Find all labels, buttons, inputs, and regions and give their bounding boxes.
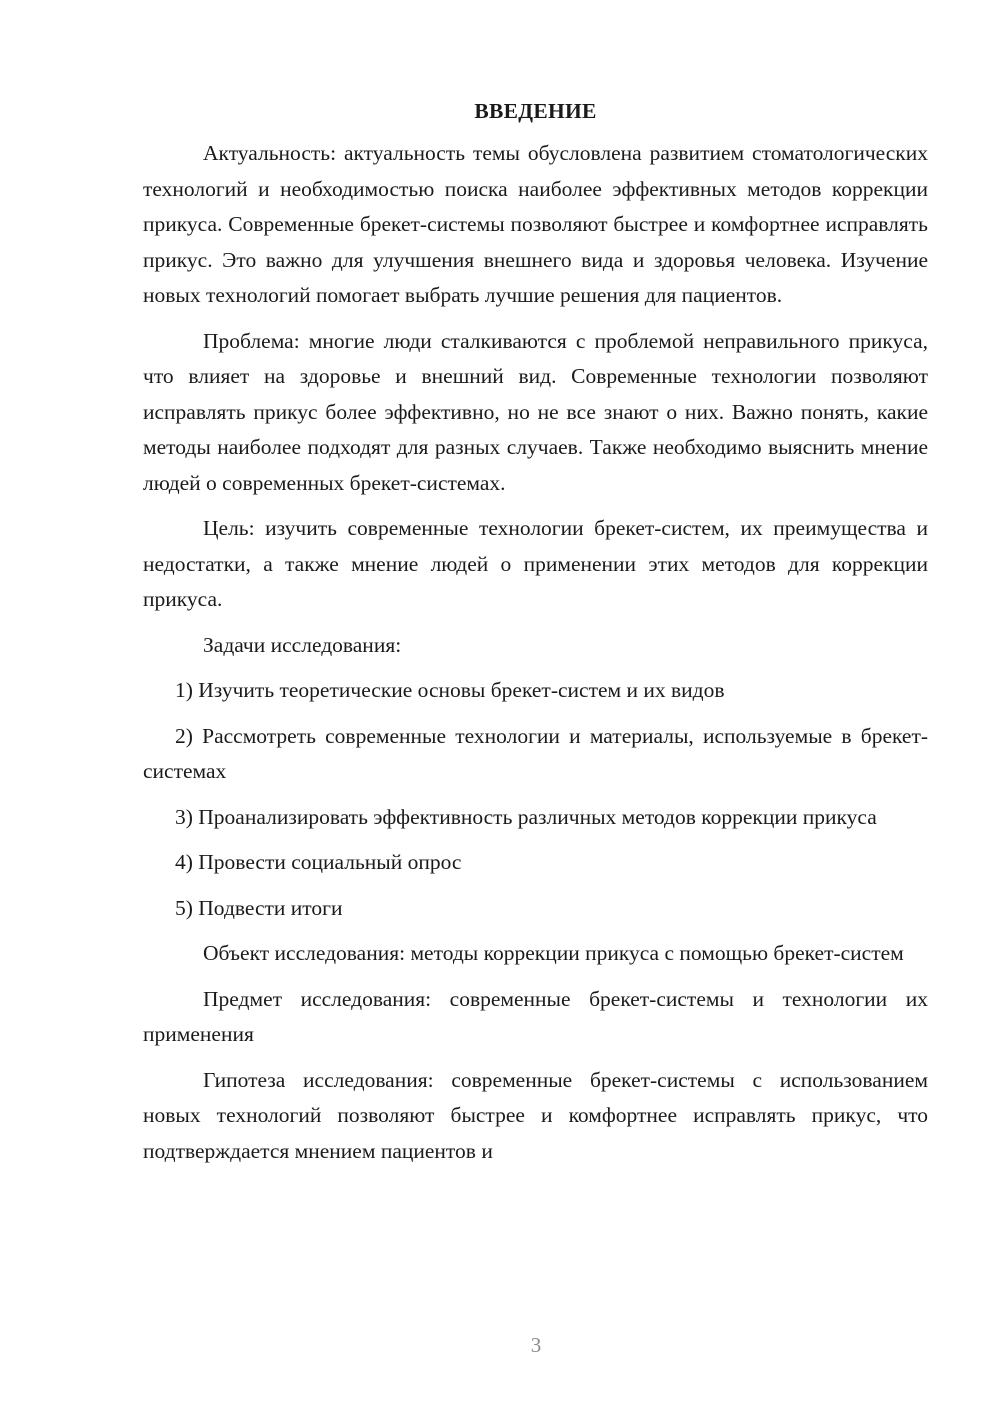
paragraph-tasks-heading: Задачи исследования:: [203, 632, 402, 657]
paragraph-hypothesis: Гипотеза исследования: современные брекет-системы с использованием новых технологий позволяют быстрее и комфортнее исправлять прикус, что подтверждается мнением пациентов и: [143, 1067, 928, 1163]
task-item-4: 4) Провести социальный опрос: [175, 850, 462, 874]
paragraph-problem: Проблема: многие люди сталкиваются с проблемой неправильного прикуса, что влияет на здоровье и внешний вид. Современные технологии позволяют исправлять прикус более эффективно, но не все знают о них. Важно понять, какие методы наиболее подходят для разных случаев. Также необходимо выяснить мнение людей о современных брекет-системах.: [143, 328, 928, 495]
section-title: ВВЕДЕНИЕ: [474, 99, 597, 123]
page-number: 3: [530, 1333, 542, 1357]
task-item-1: 1) Изучить теоретические основы брекет-систем и их видов: [175, 678, 725, 702]
paragraph-relevance: Актуальность: актуальность темы обусловлена развитием стоматологических технологий и необходимостью поиска наиболее эффективных методов коррекции прикуса. Современные брекет-системы позволяют быстрее и комфортнее исправлять прикус. Это важно для улучшения внешнего вида и здоровья человека. Изучение новых технологий помогает выбрать лучшие решения для пациентов.: [143, 141, 928, 307]
paragraph-object: Объект исследования: методы коррекции прикуса с помощью брекет-систем: [203, 941, 904, 965]
document-page: [143, 96, 928, 1179]
paragraph-goal: Цель: изучить современные технологии брекет-систем, их преимущества и недостатки, а также мнение людей о применении этих методов для коррекции прикуса.: [143, 516, 928, 611]
task-item-2: 2) Рассмотреть современные технологии и материалы, используемые в брекет-системах: [143, 723, 928, 783]
paragraph-subject: Предмет исследования: современные брекет-системы и технологии их применения: [143, 986, 928, 1046]
tasks-list: [143, 673, 928, 926]
task-item-5: 5) Подвести итоги: [175, 895, 343, 920]
task-item-3: 3) Проанализировать эффективность различных методов коррекции прикуса: [175, 804, 877, 829]
